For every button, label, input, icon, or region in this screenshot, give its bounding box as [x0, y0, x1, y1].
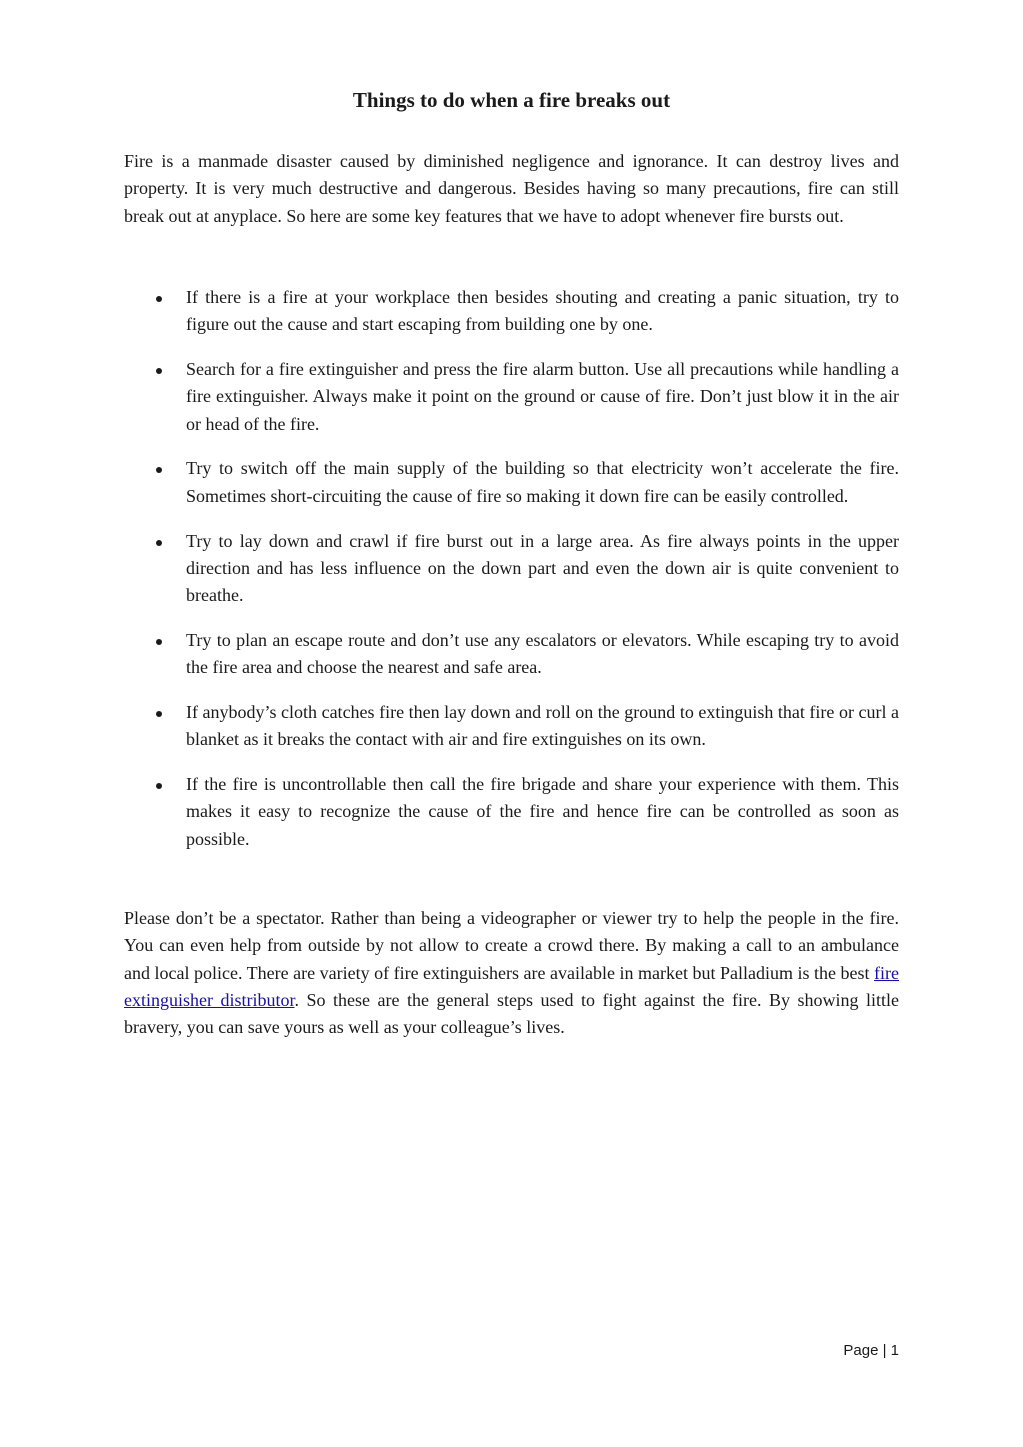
bullet-icon	[156, 296, 162, 302]
bullet-icon	[156, 711, 162, 717]
list-item	[124, 455, 899, 510]
list-item-text: If there is a fire at your workplace then besides shouting and creating a panic situation, try to figure out the cause and start escaping from building one by one.	[186, 287, 899, 335]
bullet-icon	[156, 467, 162, 473]
page-number: Page | 1	[843, 1342, 899, 1359]
list-item	[124, 627, 899, 682]
list-item-text: Try to lay down and crawl if fire burst out in a large area. As fire always points in the upper direction and has less influence on the down part and even the down air is quite convenient to breathe.	[186, 530, 899, 606]
intro-paragraph: Fire is a manmade disaster caused by diminished negligence and ignorance. It can destroy lives and property. It is very much destructive and dangerous. Besides having so many precautions, fire can still break out at anyplace. So here are some key features that we have to adopt whenever fire bursts out.	[124, 151, 899, 226]
list-item-text: Try to plan an escape route and don’t use any escalators or elevators. While escaping try to avoid the fire area and choose the nearest and safe area.	[186, 629, 899, 678]
closing-text-before-link: Please don’t be a spectator. Rather than being a videographer or viewer try to help the people in the fire. You can even help from outside by not allow to create a crowd there. By making a call to an ambulance and local police. There are variety of fire extinguishers are available in market but Palladium is the best	[124, 908, 899, 983]
bullet-icon	[156, 368, 162, 374]
tips-list	[124, 284, 899, 871]
list-item	[124, 771, 899, 853]
bullet-icon	[156, 639, 162, 645]
distributor-link[interactable]: fire extinguisher distributor	[124, 962, 899, 1010]
list-item-text: Try to switch off the main supply of the building so that electricity won’t accelerate the fire. Sometimes short-circuiting the cause of fire so making it down fire can be easily controlled.	[186, 458, 899, 506]
page-title: Things to do when a fire breaks out	[352, 88, 671, 112]
list-item	[124, 356, 899, 438]
closing-text-after-link: . So these are the general steps used to fight against the fire. By showing little bravery, you can save yours as well as your colleague’s lives.	[124, 989, 900, 1038]
list-item	[124, 284, 899, 339]
closing-paragraph	[124, 905, 899, 1041]
list-item	[124, 699, 899, 754]
list-item-text: If anybody’s cloth catches fire then lay down and roll on the ground to extinguish that fire or curl a blanket as it breaks the contact with air and fire extinguishes on its own.	[186, 702, 899, 750]
bullet-icon	[156, 540, 162, 546]
bullet-icon	[156, 783, 162, 789]
list-item-text: If the fire is uncontrollable then call the fire brigade and share your experience with them. This makes it easy to recognize the cause of the fire and hence fire can be controlled as soon as possible.	[186, 774, 899, 849]
list-item	[124, 528, 899, 610]
list-item-text: Search for a fire extinguisher and press the fire alarm button. Use all precautions while handling a fire extinguisher. Always make it point on the ground or cause of fire. Don’t just blow it in the air or head of the fire.	[186, 359, 899, 434]
